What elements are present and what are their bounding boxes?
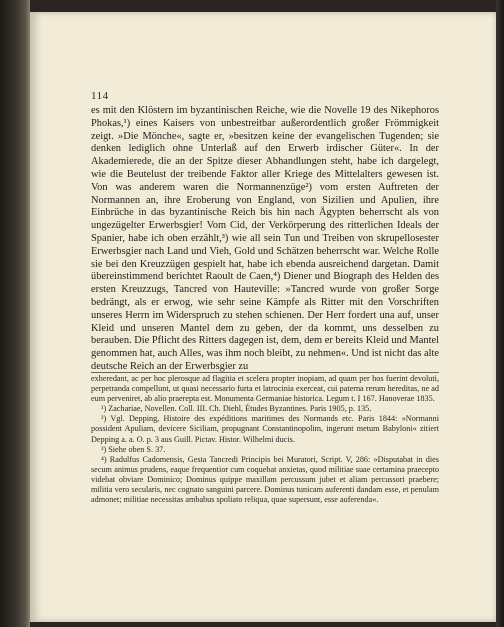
page-edge-shadow xyxy=(496,0,504,627)
footnote-2: ²) Vgl. Depping, Histoire des expéditions maritimes des Normands etc. Paris 1844: »Normanni possident Apuliam, devicere Siciliam, propugnant Constantinopolim, ingerunt metum Babyloni« zitiert Depping a. a. O. p. 3 aus Guill. Pictav. Histor. Wilhelmi ducis. xyxy=(91,414,439,444)
footnote-separator xyxy=(91,372,439,373)
body-text xyxy=(91,105,439,374)
body-paragraph: es mit den Klöstern im byzantinischen Reiche, wie die Novelle 19 des Nikephoros Phokas,¹) eines Kaisers von unbestreitbar außerordentlich großer Frömmigkeit zeigt. »Die Mönche«, sagte er, »besitzen keine der evangelischen Tugenden; sie denken lediglich ohne Unterlaß auf den Erwerb irdischer Güter«. In der Akademierede, die an der Spitze dieser Abhandlungen steht, habe ich dargelegt, wie die Beutelust der treibende Faktor aller Kriege des Mittelalters gewesen ist. Von was anderem waren die Normannenzüge²) vom ersten Auftreten der Normannen an, ihre Eroberung von England, von Sizilien und Apulien, ihre Einbrüche in das byzantinische Reich bis hin nach Ägypten beherrscht als von ungezügelter Erwerbsgier! Vom Cid, der Verkörperung des ritterlichen Ideals der Spanier, habe ich oben erzählt,³) wie all sein Tun und Treiben von skrupellosester Erwerbsgier nach Land und Vieh, Gold und Schätzen beherrscht war. Welche Rolle sie bei den Kreuzzügen gespielt hat, habe ich ebenda ausreichend dargetan. Damit übereinstimmend berichtet Raoult de Caen,⁴) Diener und Biograph des Helden des ersten Kreuzzugs, Tancred von Hauteville: »Tancred wurde von großer Sorge bedrängt, als er erwog, wie sehr seine Kämpfe als Ritter mit den Vorschriften unseres Herrn im Widerspruch zu stehen schienen. Der Herr fordert una auf, unser Kleid und unseren Mantel dem zu geben, der da kommt, uns desselben zu berauben. Die Pflicht des Ritters dagegen ist, dem, dem er bereits Kleid und Mantel genommen hat, auch Alles, was ihm noch bleibt, zu nehmen«. Und ist nicht das alte deutsche Reich an der Erwerbsgier zu xyxy=(91,105,440,372)
book-spine-shadow xyxy=(0,0,30,627)
footnotes xyxy=(91,374,439,505)
footnote-continuation: exheredant, ac per hoc plerosque ad flagitia et scelera propter inopiam, ad quam per hos fuerint devoluti, perpetranda compellunt, ut quasi necessario furta et latrocinia exerceat, cui paterna rerum hereditas, ne ad eum perveniret, ab alio praerepta est. Monumenta Germaniae historica. Legum t. I 167. Hanoverae 1835. xyxy=(91,374,439,404)
footnote-1: ¹) Zachariae, Novellen. Coll. III. Ch. Diehl, Études Byzantines. Paris 1905, p. 135. xyxy=(101,404,372,414)
page-number: 114 xyxy=(91,90,109,102)
footnote-4: ⁴) Radulfus Cadomensis, Gesta Tancredi Principis bei Muratori, Script. V, 286: »Disputabat in dies secum animus prudens, eaque frequentior cum coquebat anxietas, quod militiae suae certamina praecepto videbat obviare Dominico; Dominus quippe maxillam percussum jubet et aliam percussori praebere; militia vero secularis, nec cognato sanguini parcere. Dominus tunicam auferenti dandam esse, et penulam admonet; militiae necessitas ambabus spoliato reliqua, quae supersunt, esse auferenda«. xyxy=(91,454,439,505)
footnote-3: ³) Siehe oben S. 37. xyxy=(101,444,166,454)
